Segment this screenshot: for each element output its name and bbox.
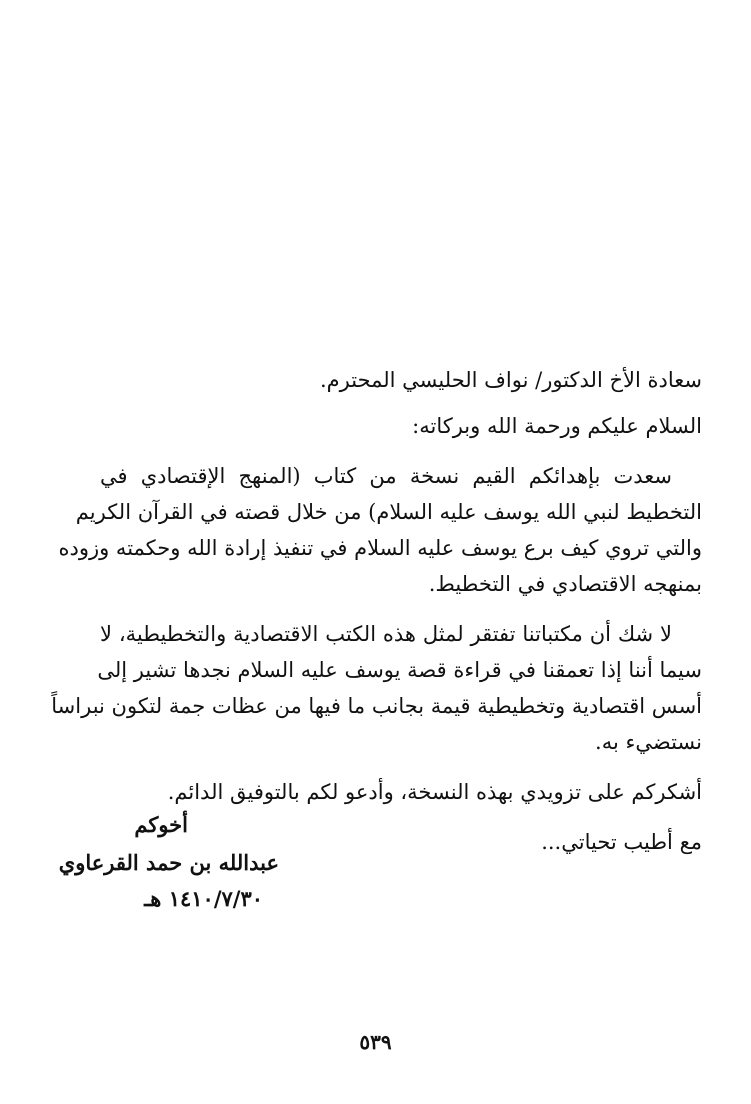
paragraph-line: نستضيء به. bbox=[595, 730, 702, 754]
paragraph-line: أسس اقتصادية وتخطيطية قيمة بجانب ما فيها من عظات جمة لتكون نبراساً bbox=[51, 694, 702, 718]
letter-body bbox=[51, 362, 702, 860]
paragraph-thanks: أشكركم على تزويدي بهذه النسخة، وأدعو لكم بالتوفيق الدائم. bbox=[167, 780, 702, 804]
paragraph-library-need bbox=[51, 616, 702, 760]
paragraph-line: سيما أننا إذا تعمقنا في قراءة قصة يوسف عليه السلام نجدها تشير إلى bbox=[97, 658, 702, 682]
greeting-line: السلام عليكم ورحمة الله وبركاته: bbox=[412, 414, 702, 438]
paragraph-thanks-for-book bbox=[58, 458, 702, 602]
page-number: ٥٣٩ bbox=[359, 1030, 392, 1054]
closing-line: مع أطيب تحياتي... bbox=[541, 830, 702, 854]
paragraph-line: سعدت بإهدائكم القيم نسخة من كتاب (المنهج الإقتصادي في bbox=[100, 464, 672, 488]
paragraph-line: التخطيط لنبي الله يوسف عليه السلام) من خلال قصته في القرآن الكريم bbox=[75, 500, 702, 524]
salutation-line: سعادة الأخ الدكتور/ نواف الحليسي المحترم. bbox=[319, 368, 702, 392]
paragraph-line: لا شك أن مكتباتنا تفتقر لمثل هذه الكتب الاقتصادية والتخطيطية، لا bbox=[100, 622, 672, 646]
signature-brothers: أخوكم bbox=[134, 812, 188, 837]
paragraph-line: والتي تروي كيف برع يوسف عليه السلام في تنفيذ إرادة الله وحكمته وزوده bbox=[58, 536, 702, 560]
signature-name: عبدالله بن حمد القرعاوي bbox=[58, 850, 279, 875]
signature-date: ١٤١٠/٧/٣٠ هـ bbox=[144, 886, 263, 911]
paragraph-line: بمنهجه الاقتصادي في التخطيط. bbox=[428, 572, 702, 596]
